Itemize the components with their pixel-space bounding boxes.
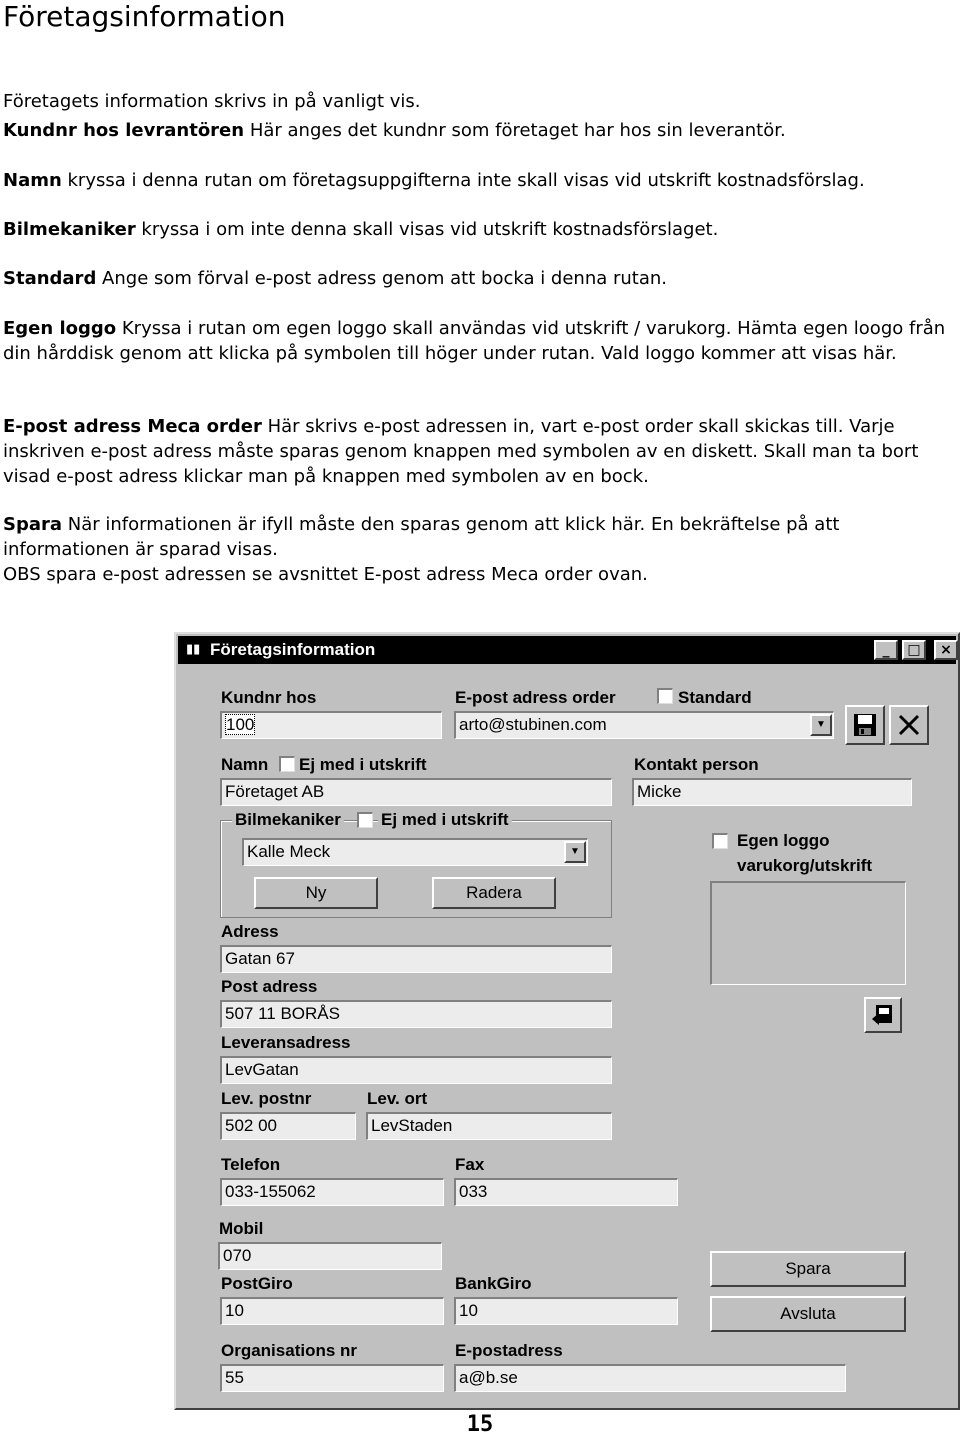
desc-standard: Ange som förval e-post adress genom att bocka i denna rutan. bbox=[96, 268, 668, 289]
desc-obs: OBS spara e-post adressen se avsnittet E-post adress Meca order ovan. bbox=[3, 564, 648, 585]
ny-button[interactable]: Ny bbox=[254, 877, 378, 909]
bankgiro-field[interactable] bbox=[454, 1297, 678, 1325]
desc-epost: Här skrivs e-post adressen in, vart e-post order skall skickas till. Varje inskriven e-post adress måste sparas genom knappen med symbolen av en diskett. Skall man ta bort visad e-post adress klickar man på knappen med symbolen av en bock. bbox=[3, 416, 919, 487]
paragraph-bilmekaniker bbox=[3, 217, 955, 242]
spara-button[interactable]: Spara bbox=[710, 1251, 906, 1287]
app-icon: ▮▮ bbox=[186, 642, 201, 657]
lev-ort-field[interactable] bbox=[366, 1112, 612, 1140]
orgnr-value: 55 bbox=[225, 1368, 244, 1387]
mobil-label: Mobil bbox=[219, 1219, 264, 1238]
fax-label: Fax bbox=[455, 1155, 485, 1174]
paragraph-kundnr bbox=[3, 118, 955, 143]
kontakt-value: Micke bbox=[637, 782, 682, 801]
epost-order-value: arto@stubinen.com bbox=[459, 715, 607, 734]
leveransadress-field[interactable] bbox=[220, 1056, 612, 1084]
load-logo-icon bbox=[869, 1001, 897, 1029]
egen-loggo-label: Egen loggo bbox=[737, 831, 830, 850]
postgiro-field[interactable] bbox=[220, 1297, 444, 1325]
paragraph-namn bbox=[3, 168, 955, 193]
save-email-button[interactable] bbox=[845, 705, 885, 745]
standard-label: Standard bbox=[678, 688, 752, 707]
namn-value: Företaget AB bbox=[225, 782, 325, 801]
term-epost: E-post adress Meca order bbox=[3, 416, 262, 437]
lev-ort-value: LevStaden bbox=[371, 1116, 453, 1135]
namn-ej-med-label: Ej med i utskrift bbox=[299, 755, 427, 774]
orgnr-label: Organisations nr bbox=[221, 1341, 358, 1360]
paragraph-epost bbox=[3, 414, 955, 489]
term-standard: Standard bbox=[3, 268, 97, 289]
epost-order-label: E-post adress order bbox=[455, 688, 616, 707]
intro-text: Företagets information skrivs in på vanligt vis. bbox=[3, 91, 421, 112]
dropdown-arrow-icon[interactable]: ▼ bbox=[810, 714, 832, 736]
standard-checkbox[interactable] bbox=[657, 688, 673, 704]
term-namn: Namn bbox=[3, 170, 62, 191]
term-kundnr: Kundnr hos levrantören bbox=[3, 120, 245, 141]
leveransadress-value: LevGatan bbox=[225, 1060, 299, 1079]
term-bilmekaniker: Bilmekaniker bbox=[3, 219, 136, 240]
adress-label: Adress bbox=[221, 922, 279, 941]
desc-spara: När informationen är ifyll måste den sparas genom att klick här. En bekräftelse på att informationen är sparad visas. bbox=[3, 514, 840, 560]
desc-bilmekaniker: kryssa i om inte denna skall visas vid utskrift kostnadsförslaget. bbox=[135, 219, 719, 240]
title-bar bbox=[178, 636, 956, 664]
epost-order-select[interactable] bbox=[454, 711, 834, 739]
term-egen-loggo: Egen loggo bbox=[3, 318, 117, 339]
page-number: 15 bbox=[466, 1412, 494, 1437]
postgiro-label: PostGiro bbox=[221, 1274, 293, 1293]
kontakt-label: Kontakt person bbox=[634, 755, 759, 774]
dropdown-arrow-icon[interactable]: ▼ bbox=[564, 841, 586, 863]
close-button[interactable]: × bbox=[934, 640, 958, 660]
bilmekaniker-ej-med-checkbox[interactable] bbox=[357, 812, 373, 828]
window-title: Företagsinformation bbox=[210, 640, 376, 659]
term-spara: Spara bbox=[3, 514, 63, 535]
page-title: Företagsinformation bbox=[3, 0, 286, 33]
epostadress-field[interactable] bbox=[454, 1364, 846, 1392]
logo-preview bbox=[710, 881, 906, 985]
bilmekaniker-label: Bilmekaniker bbox=[232, 810, 344, 830]
leveransadress-label: Leveransadress bbox=[221, 1033, 351, 1052]
kontakt-field[interactable] bbox=[632, 778, 912, 806]
mobil-field[interactable] bbox=[218, 1242, 442, 1270]
avsluta-button[interactable]: Avsluta bbox=[710, 1296, 906, 1332]
paragraph-standard bbox=[3, 266, 955, 291]
adress-field[interactable] bbox=[220, 945, 612, 973]
lev-postnr-value: 502 00 bbox=[225, 1116, 277, 1135]
maximize-button[interactable]: □ bbox=[902, 640, 926, 660]
bilmekaniker-select[interactable] bbox=[242, 838, 588, 866]
namn-label: Namn bbox=[221, 755, 269, 774]
kundnr-label: Kundnr hos bbox=[221, 688, 317, 707]
desc-namn: kryssa i denna rutan om företagsuppgifterna inte skall visas vid utskrift kostnadsförslag. bbox=[61, 170, 865, 191]
desc-kundnr: Här anges det kundnr som företaget har hos sin leverantör. bbox=[244, 120, 786, 141]
adress-value: Gatan 67 bbox=[225, 949, 295, 968]
lev-postnr-label: Lev. postnr bbox=[221, 1089, 312, 1108]
mobil-value: 070 bbox=[223, 1246, 252, 1265]
paragraph-egen-loggo bbox=[3, 316, 955, 366]
telefon-label: Telefon bbox=[221, 1155, 281, 1174]
post-adress-value: 507 11 BORÅS bbox=[225, 1004, 340, 1023]
paragraph-spara bbox=[3, 512, 955, 587]
delete-email-button[interactable] bbox=[889, 705, 929, 745]
namn-ej-med-checkbox[interactable] bbox=[279, 756, 295, 772]
paragraph-intro bbox=[3, 89, 955, 114]
floppy-disk-icon bbox=[851, 711, 879, 739]
bankgiro-value: 10 bbox=[459, 1301, 478, 1320]
telefon-field[interactable] bbox=[220, 1178, 444, 1206]
load-logo-button[interactable] bbox=[864, 997, 902, 1033]
delete-x-icon bbox=[895, 711, 923, 739]
orgnr-field[interactable] bbox=[220, 1364, 444, 1392]
varukorg-label: varukorg/utskrift bbox=[737, 856, 873, 875]
post-adress-label: Post adress bbox=[221, 977, 318, 996]
epostadress-label: E-postadress bbox=[455, 1341, 563, 1360]
telefon-value: 033-155062 bbox=[225, 1182, 316, 1201]
lev-postnr-field[interactable] bbox=[220, 1112, 356, 1140]
lev-ort-label: Lev. ort bbox=[367, 1089, 428, 1108]
postgiro-value: 10 bbox=[225, 1301, 244, 1320]
desc-egen-loggo: Kryssa i rutan om egen loggo skall användas vid utskrift / varukorg. Hämta egen loogo från din hårddisk genom att klicka på symbolen till höger under rutan. Vald loggo kommer att visas här. bbox=[3, 318, 946, 364]
radera-button[interactable]: Radera bbox=[432, 877, 556, 909]
fax-value: 033 bbox=[459, 1182, 488, 1201]
post-adress-field[interactable] bbox=[220, 1000, 612, 1028]
minimize-button[interactable]: _ bbox=[874, 640, 898, 660]
kundnr-value: 100 bbox=[226, 715, 255, 734]
bankgiro-label: BankGiro bbox=[455, 1274, 532, 1293]
fax-field[interactable] bbox=[454, 1178, 678, 1206]
bilmekaniker-value: Kalle Meck bbox=[247, 842, 331, 861]
bilmekaniker-ej-med-label: Ej med i utskrift bbox=[378, 810, 512, 830]
egen-loggo-checkbox[interactable] bbox=[712, 833, 728, 849]
epostadress-value: a@b.se bbox=[459, 1368, 518, 1387]
namn-field[interactable] bbox=[220, 778, 612, 806]
kundnr-field[interactable] bbox=[220, 711, 442, 739]
